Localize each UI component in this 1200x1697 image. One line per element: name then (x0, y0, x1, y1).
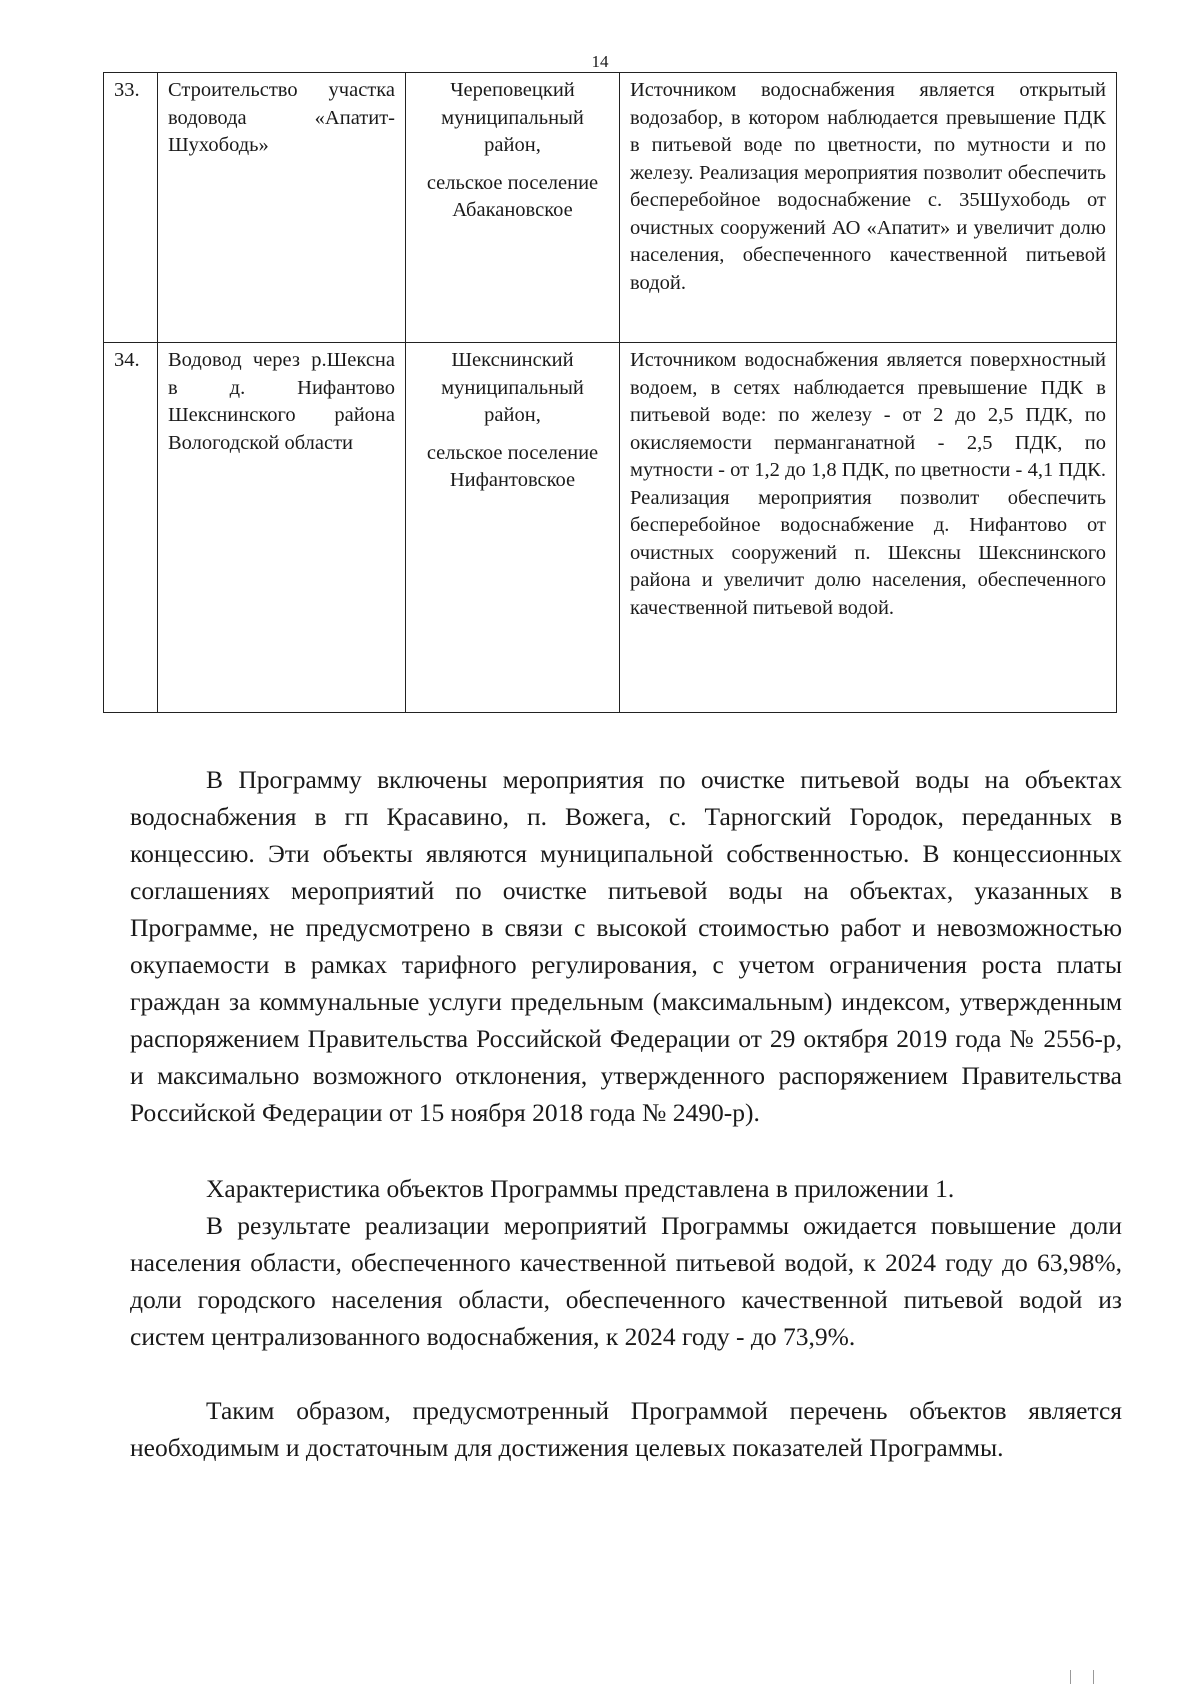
object-description: Источником водоснабжения является открытый водозабор, в котором наблюдается превышение ПДК в питьевой воде по цветности, по мутности и по железу. Реализация мероприятия позволит обеспечить бесперебойное водоснабжение с. 35Шухободь от очистных сооружений АО «Апатит» и увеличит долю населения, обеспеченного качественной питьевой водой. (620, 73, 1117, 343)
table-row (104, 343, 1117, 713)
location-cell (406, 73, 620, 343)
settlement-name: сельское поселение Нифантовское (426, 441, 599, 491)
district-name: Шекснинский муниципальный район, (441, 349, 584, 426)
page-number: 14 (591, 52, 609, 71)
objects-table (103, 72, 1117, 713)
scan-artifact (1070, 1670, 1094, 1684)
paragraph-text: Характеристика объектов Программы представлена в приложении 1. (206, 1174, 955, 1203)
row-number: 33. (104, 73, 158, 343)
table-row (104, 73, 1117, 343)
paragraph-concession (130, 761, 1122, 1131)
paragraph-appendix (130, 1170, 1122, 1207)
object-description: Источником водоснабжения является поверхностный водоем, в сетях наблюдается превышение ПДК в питьевой воде: по железу - от 2 до 2,5 ПДК, по окисляемости перманганатной - 2,5 ПДК, по мутности - от 1,2 до 1,8 ПДК, по цветности - 4,1 ПДК. Реализация мероприятия позволит обеспечить бесперебойное водоснабжение д. Нифантово от очистных сооружений п. Шексны Шекснинского района и увеличит долю населения, обеспеченного качественной питьевой водой. (620, 343, 1117, 713)
object-name: Строительство участка водовода «Апатит-Шухободь» (158, 73, 406, 343)
settlement-name: сельское поселение Абакановское (426, 171, 599, 221)
paragraph-text: В результате реализации мероприятий Программы ожидается повышение доли населения области, обеспеченного качественной питьевой водой, к 2024 году до 63,98%, доли городского населения области, обеспеченного качественной питьевой водой из систем централизованного водоснабжения, к 2024 году - до 73,9%. (130, 1211, 1122, 1351)
location-cell (406, 343, 620, 713)
paragraph-results (130, 1207, 1122, 1355)
paragraph-text: Таким образом, предусмотренный Программой перечень объектов является необходимым и достаточным для достижения целевых показателей Программы. (130, 1396, 1122, 1462)
paragraph-text: В Программу включены мероприятия по очистке питьевой воды на объектах водоснабжения в гп Красавино, п. Вожега, с. Тарногский Городок, переданных в концессию. Эти объекты являются муниципальной собственностью. В концессионных соглашениях мероприятий по очистке питьевой воды на объектах, указанных в Программе, не предусмотрено в связи с высокой стоимостью работ и невозможностью окупаемости в рамках тарифного регулирования, с учетом ограничения роста платы граждан за коммунальные услуги предельным (максимальным) индексом, утвержденным распоряжением Правительства Российской Федерации от 29 октября 2019 года № 2556-р, и максимально возможного отклонения, утвержденного распоряжением Правительства Российской Федерации от 15 ноября 2018 года № 2490-р). (130, 765, 1122, 1127)
row-number: 34. (104, 343, 158, 713)
object-name: Водовод через р.Шексна в д. Нифантово Шекснинского района Вологодской области (158, 343, 406, 713)
district-name: Череповецкий муниципальный район, (441, 79, 584, 156)
paragraph-conclusion (130, 1392, 1122, 1466)
